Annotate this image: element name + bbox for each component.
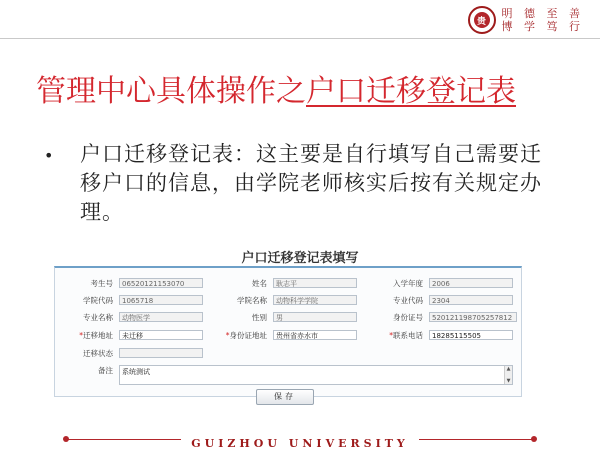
label-move-address: *迁移地址 [79,331,113,340]
label-major-name: 专业名称 [83,313,113,322]
label-move-status: 迁移状态 [83,349,113,358]
bullet-text: 户口迁移登记表：这主要是自行填写自己需要迁移户口的信息，由学院老师核实后按有关规定办理。 [80,142,542,224]
university-logo [468,6,585,34]
label-remark: 备注 [98,366,113,375]
remark-textarea[interactable] [119,365,513,385]
remark-scrollbar[interactable] [504,366,512,384]
label-name: 姓名 [252,279,267,288]
save-button[interactable]: 保存 [256,389,314,405]
title-prefix: 管理中心具体操作之 [36,74,306,109]
label-gender: 性别 [252,313,267,322]
major-code-field[interactable]: 2304 [429,295,513,305]
motto-line-1: 明 德 至 善 [501,7,584,20]
form-title: 户口迁移登记表填写 [241,251,359,266]
gender-field[interactable]: 男 [273,312,357,322]
id-address-field[interactable]: 贵州省赤水市 [273,330,357,340]
title-underlined: 户口迁移登记表 [306,74,516,109]
required-mark: * [389,331,393,340]
major-name-field[interactable]: 动物医学 [119,312,203,322]
college-code-field[interactable]: 1065718 [119,295,203,305]
required-mark: * [225,331,230,340]
student-id-field[interactable]: 06520121153070 [119,278,203,288]
label-phone: *联系电话 [389,331,423,340]
label-id-address: *身份证地址 [225,331,267,340]
move-address-field[interactable]: 未迁移 [119,330,203,340]
registration-form [54,266,522,397]
footer-text: GUIZHOU UNIVERSITY [181,437,419,450]
phone-field[interactable]: 18285115505 [429,330,513,340]
required-mark: * [79,331,83,340]
motto-line-2: 博 学 笃 行 [501,20,584,33]
college-name-field[interactable]: 动物科学学院 [273,295,357,305]
remark-text: 系统测试 [122,368,150,376]
bullet-marker: • [44,146,54,165]
motto [502,7,585,33]
label-id-number: 身份证号 [393,313,423,322]
header-divider [0,38,600,39]
name-field[interactable]: 耿志平 [273,278,357,288]
slide-title [36,66,516,110]
id-number-field[interactable]: 520121198705257812 [429,312,517,322]
scroll-up-icon[interactable]: ▲ [506,366,511,372]
label-major-code: 专业代码 [393,296,423,305]
university-seal-icon: 贵 [468,6,496,34]
enroll-year-field[interactable]: 2006 [429,278,513,288]
footer [0,432,600,451]
label-student-id: 考生号 [90,279,113,288]
move-status-field[interactable] [119,348,203,358]
label-college-code: 学院代码 [83,296,113,305]
scroll-down-icon[interactable]: ▼ [506,378,511,384]
label-enroll-year: 入学年度 [393,279,423,288]
label-college-name: 学院名称 [237,296,267,305]
